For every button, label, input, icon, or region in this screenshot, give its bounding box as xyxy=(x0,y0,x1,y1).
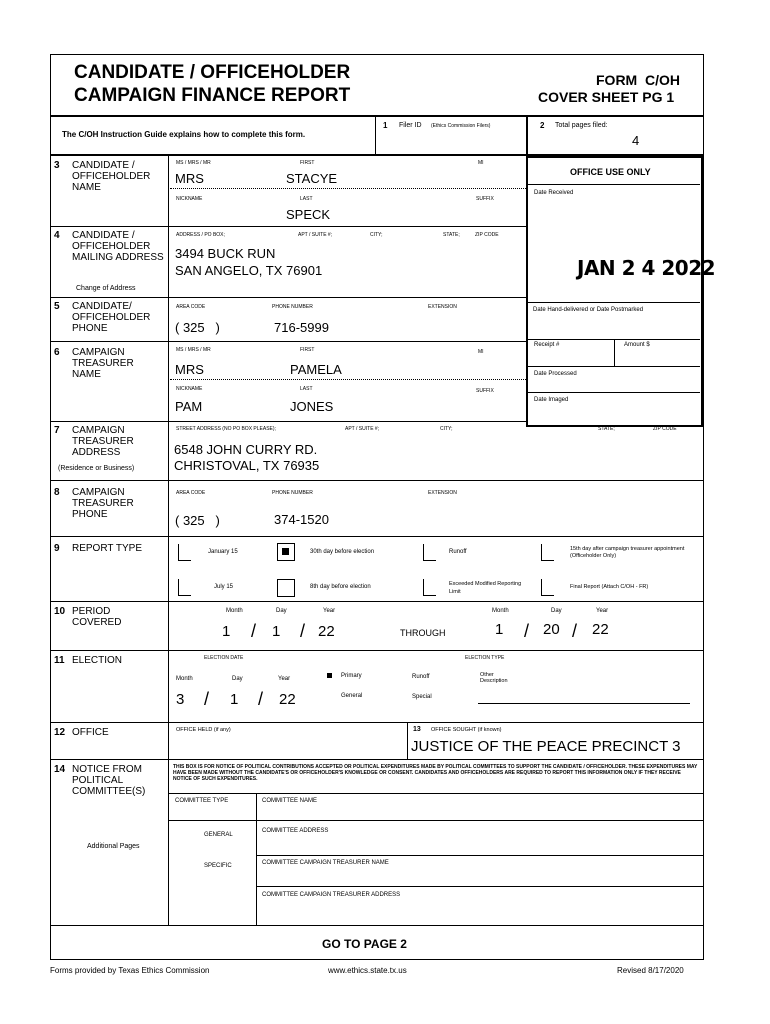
sec8-phone-label: PHONE NUMBER xyxy=(272,490,313,496)
treasurer-prefix[interactable]: MRS xyxy=(175,362,204,377)
election-special-label: Special xyxy=(412,694,432,700)
candidate-prefix[interactable]: MRS xyxy=(175,171,204,186)
report-type-30day-label: 30th day before election xyxy=(310,549,375,555)
period-to-day-label: Day xyxy=(551,608,562,614)
election-day-label: Day xyxy=(232,676,243,682)
period-from-day[interactable]: 1 xyxy=(272,623,281,640)
election-month[interactable]: 3 xyxy=(176,691,185,708)
election-date-label: ELECTION DATE xyxy=(204,655,244,661)
report-type-exceeded-checkbox[interactable] xyxy=(423,579,436,596)
sec3-label: CANDIDATE / OFFICEHOLDER NAME xyxy=(72,160,151,193)
sec14-number: 14 xyxy=(54,764,66,775)
report-type-jul15-label: July 15 xyxy=(214,584,234,590)
form-subtitle: COVER SHEET PG 1 xyxy=(538,89,675,105)
period-from-month[interactable]: 1 xyxy=(222,623,231,640)
period-through-label: THROUGH xyxy=(400,628,446,638)
period-to-year-label: Year xyxy=(596,608,609,614)
footer-website[interactable]: www.ethics.state.tx.us xyxy=(328,966,407,975)
filer-id-number: 1 xyxy=(383,121,388,130)
sec7-street-label: STREET ADDRESS (NO PO BOX PLEASE); xyxy=(176,426,276,432)
sec3-mi-label: MI xyxy=(478,160,484,166)
treasurer-address-line1[interactable]: 6548 JOHN CURRY RD. xyxy=(174,442,318,457)
treasurer-phone[interactable]: 374-1520 xyxy=(274,512,329,527)
period-to-year[interactable]: 22 xyxy=(592,621,609,638)
treasurer-last-name[interactable]: JONES xyxy=(290,399,334,414)
filer-id-field[interactable] xyxy=(376,131,528,155)
date-received-label: Date Received xyxy=(534,190,574,196)
sec5-phone-label: PHONE NUMBER xyxy=(272,304,313,310)
sec3-nickname-label: NICKNAME xyxy=(176,196,203,202)
treasurer-address-line2[interactable]: CHRISTOVAL, TX 76935 xyxy=(174,458,320,473)
election-type-label: ELECTION TYPE xyxy=(465,655,505,661)
period-month-label: Month xyxy=(226,608,243,614)
form-title-line2: CAMPAIGN FINANCE REPORT xyxy=(74,85,351,106)
sec6-suffix-label: SUFFIX xyxy=(476,388,494,394)
period-to-slash1: / xyxy=(524,621,530,641)
sec5-number: 5 xyxy=(54,301,60,312)
election-month-label: Month xyxy=(176,676,193,682)
committee-type-label: COMMITTEE TYPE xyxy=(175,798,229,804)
sec7-label: CAMPAIGN TREASURER ADDRESS xyxy=(72,425,134,458)
sec10-number: 10 xyxy=(54,606,66,617)
committee-type-specific-label: SPECIFIC xyxy=(204,863,232,869)
sec7-state-label: STATE; xyxy=(598,426,615,432)
office-held-label: OFFICE HELD (if any) xyxy=(176,727,231,733)
election-year[interactable]: 22 xyxy=(279,691,296,708)
candidate-first-name[interactable]: STACYE xyxy=(286,171,338,186)
period-to-day[interactable]: 20 xyxy=(543,621,560,638)
candidate-address-line1[interactable]: 3494 BUCK RUN xyxy=(175,246,276,261)
sec12-label: OFFICE xyxy=(72,727,109,738)
report-type-jan15-checkbox[interactable] xyxy=(178,544,191,561)
report-type-final-checkbox[interactable] xyxy=(541,579,554,596)
report-type-30day-checkbox[interactable] xyxy=(277,543,295,561)
form-title-line1: CANDIDATE / OFFICEHOLDER xyxy=(74,62,351,83)
sec3-first-label: FIRST xyxy=(300,160,315,166)
sec7-note: (Residence or Business) xyxy=(58,465,135,472)
sec4-label: CANDIDATE / OFFICEHOLDER MAILING ADDRESS xyxy=(72,230,164,263)
election-primary-label: Primary xyxy=(341,673,362,679)
sec3-last-label: LAST xyxy=(300,196,313,202)
sec6-nickname-label: NICKNAME xyxy=(176,386,203,392)
date-imaged-label: Date Imaged xyxy=(534,397,569,403)
date-processed-label: Date Processed xyxy=(534,371,577,377)
period-to-month-label: Month xyxy=(492,608,509,614)
sec6-ms-label: MS / MRS / MR xyxy=(176,347,211,353)
sec11-number: 11 xyxy=(54,655,65,666)
total-pages-number: 2 xyxy=(540,121,545,130)
total-pages-label: Total pages filed: xyxy=(555,122,608,129)
change-of-address-label: Change of Address xyxy=(76,285,136,292)
sec3-ms-label: MS / MRS / MR xyxy=(176,160,211,166)
election-day[interactable]: 1 xyxy=(230,691,239,708)
election-other-label: Other Description xyxy=(480,672,508,684)
report-type-jul15-checkbox[interactable] xyxy=(178,579,191,596)
report-type-runoff-checkbox[interactable] xyxy=(423,544,436,561)
instruction-text: The C/OH Instruction Guide explains how to complete this form. xyxy=(62,130,306,139)
period-to-slash2: / xyxy=(572,621,578,641)
go-to-page-2: GO TO PAGE 2 xyxy=(322,937,407,951)
sec5-extension-label: EXTENSION xyxy=(428,304,457,310)
committee-address-label: COMMITTEE ADDRESS xyxy=(262,828,329,834)
sec9-number: 9 xyxy=(54,543,60,554)
amount-label: Amount $ xyxy=(624,342,650,348)
sec4-zip-label: ZIP CODE xyxy=(475,232,499,238)
sec7-city-label: CITY; xyxy=(440,426,453,432)
sec3-number: 3 xyxy=(54,160,60,171)
footer-provided-by: Forms provided by Texas Ethics Commission xyxy=(50,966,210,975)
sec6-number: 6 xyxy=(54,347,60,358)
form-code: FORM C/OH xyxy=(596,72,680,88)
election-slash1: / xyxy=(204,689,210,709)
received-stamp: JAN 2 4 2022 xyxy=(577,256,716,280)
report-type-15day-label: 15th day after campaign treasurer appointment (Officeholder Only) xyxy=(570,546,685,559)
sec14-label: NOTICE FROM POLITICAL COMMITTEE(S) xyxy=(72,764,146,797)
committee-treasurer-name-label: COMMITTEE CAMPAIGN TREASURER NAME xyxy=(262,860,389,866)
sec6-mi-label: MI xyxy=(478,349,484,355)
sec7-apt-label: APT / SUITE #; xyxy=(345,426,380,432)
filer-id-note: (Ethics Commission Filers) xyxy=(431,123,491,129)
sec8-number: 8 xyxy=(54,487,60,498)
committee-notice-text: THIS BOX IS FOR NOTICE OF POLITICAL CONTRIBUTIONS ACCEPTED OR POLITICAL EXPENDITURES MADE BY POLITICAL COMMITTEES TO SUPPORT THE CANDIDATE / OFFICEHOLDER. THESE EXPENDITURES MAY HAVE BEEN MADE WITHOUT THE CANDIDATE'S OR OFFICEHOLDER'S KNOWLEDGE OR CONSENT. CANDIDATES AND OFFICEHOLDERS ARE REQUIRED TO REPORT THIS INFORMATION ONLY IF THEY RECEIVE NOTICE OF SUCH EXPENDITURES. xyxy=(173,764,698,782)
sec7-zip-label: ZIP CODE xyxy=(653,426,677,432)
sec7-number: 7 xyxy=(54,425,60,436)
sec3-suffix-label: SUFFIX xyxy=(476,196,494,202)
sec8-extension-label: EXTENSION xyxy=(428,490,457,496)
candidate-phone[interactable]: 716-5999 xyxy=(274,320,329,335)
election-runoff-label: Runoff xyxy=(412,674,430,680)
treasurer-area-code[interactable]: ( 325 ) xyxy=(175,513,220,528)
sec6-first-label: FIRST xyxy=(300,347,315,353)
report-type-final-label: Final Report (Attach C/OH - FR) xyxy=(570,584,649,590)
candidate-address-line2[interactable]: SAN ANGELO, TX 76901 xyxy=(175,263,323,278)
period-from-slash2: / xyxy=(300,621,306,641)
office-sought-label: OFFICE SOUGHT (if known) xyxy=(431,727,502,733)
sec5-area-label: AREA CODE xyxy=(176,304,206,310)
sec4-number: 4 xyxy=(54,230,60,241)
election-year-label: Year xyxy=(278,676,291,682)
sec4-city-label: CITY; xyxy=(370,232,383,238)
period-year-label: Year xyxy=(323,608,336,614)
candidate-area-code[interactable]: ( 325 ) xyxy=(175,320,220,335)
report-type-runoff-label: Runoff xyxy=(449,549,467,555)
report-type-jan15-label: January 15 xyxy=(208,549,238,555)
footer-revised: Revised 8/17/2020 xyxy=(617,966,684,975)
period-to-month[interactable]: 1 xyxy=(495,621,504,638)
committee-treasurer-address-label: COMMITTEE CAMPAIGN TREASURER ADDRESS xyxy=(262,892,401,898)
sec11-label: ELECTION xyxy=(72,655,123,666)
report-type-8day-checkbox[interactable] xyxy=(277,579,295,597)
sec4-address-label: ADDRESS / PO BOX; xyxy=(176,232,225,238)
additional-pages-label: Additional Pages xyxy=(87,843,140,850)
report-type-15day-checkbox[interactable] xyxy=(541,544,554,561)
filer-id-label: Filer ID xyxy=(399,122,422,129)
treasurer-nickname[interactable]: PAM xyxy=(175,399,203,414)
sec5-label: CANDIDATE/ OFFICEHOLDER PHONE xyxy=(72,301,151,334)
election-general-label: General xyxy=(341,693,363,699)
committee-type-general-label: GENERAL xyxy=(204,832,233,838)
receipt-label: Receipt # xyxy=(534,342,560,348)
date-hand-delivered-label: Date Hand-delivered or Date Postmarked xyxy=(533,307,644,313)
sec6-label: CAMPAIGN TREASURER NAME xyxy=(72,347,134,380)
committee-name-label: COMMITTEE NAME xyxy=(262,798,317,804)
sec4-state-label: STATE; xyxy=(443,232,460,238)
report-type-exceeded-label: Exceeded Modified Reporting Limit xyxy=(449,581,522,595)
candidate-last-name[interactable]: SPECK xyxy=(286,207,331,222)
sec13-number: 13 xyxy=(413,726,421,733)
sec9-label: REPORT TYPE xyxy=(72,543,143,554)
period-from-year[interactable]: 22 xyxy=(318,623,335,640)
sec6-last-label: LAST xyxy=(300,386,313,392)
total-pages-value[interactable]: 4 xyxy=(632,133,640,148)
office-use-box xyxy=(526,156,703,427)
election-slash2: / xyxy=(258,689,264,709)
period-day-label: Day xyxy=(276,608,287,614)
office-sought-value[interactable]: JUSTICE OF THE PEACE PRECINCT 3 xyxy=(411,738,681,755)
sec4-apt-label: APT / SUITE #; xyxy=(298,232,333,238)
report-type-8day-label: 8th day before election xyxy=(310,584,371,590)
sec12-number: 12 xyxy=(54,727,66,738)
sec10-label: PERIOD COVERED xyxy=(72,606,122,628)
election-primary-checkbox[interactable] xyxy=(327,673,332,678)
sec8-label: CAMPAIGN TREASURER PHONE xyxy=(72,487,134,520)
office-use-title: OFFICE USE ONLY xyxy=(570,167,651,177)
sec8-area-label: AREA CODE xyxy=(176,490,206,496)
period-from-slash1: / xyxy=(251,621,257,641)
treasurer-first-name[interactable]: PAMELA xyxy=(290,362,342,377)
